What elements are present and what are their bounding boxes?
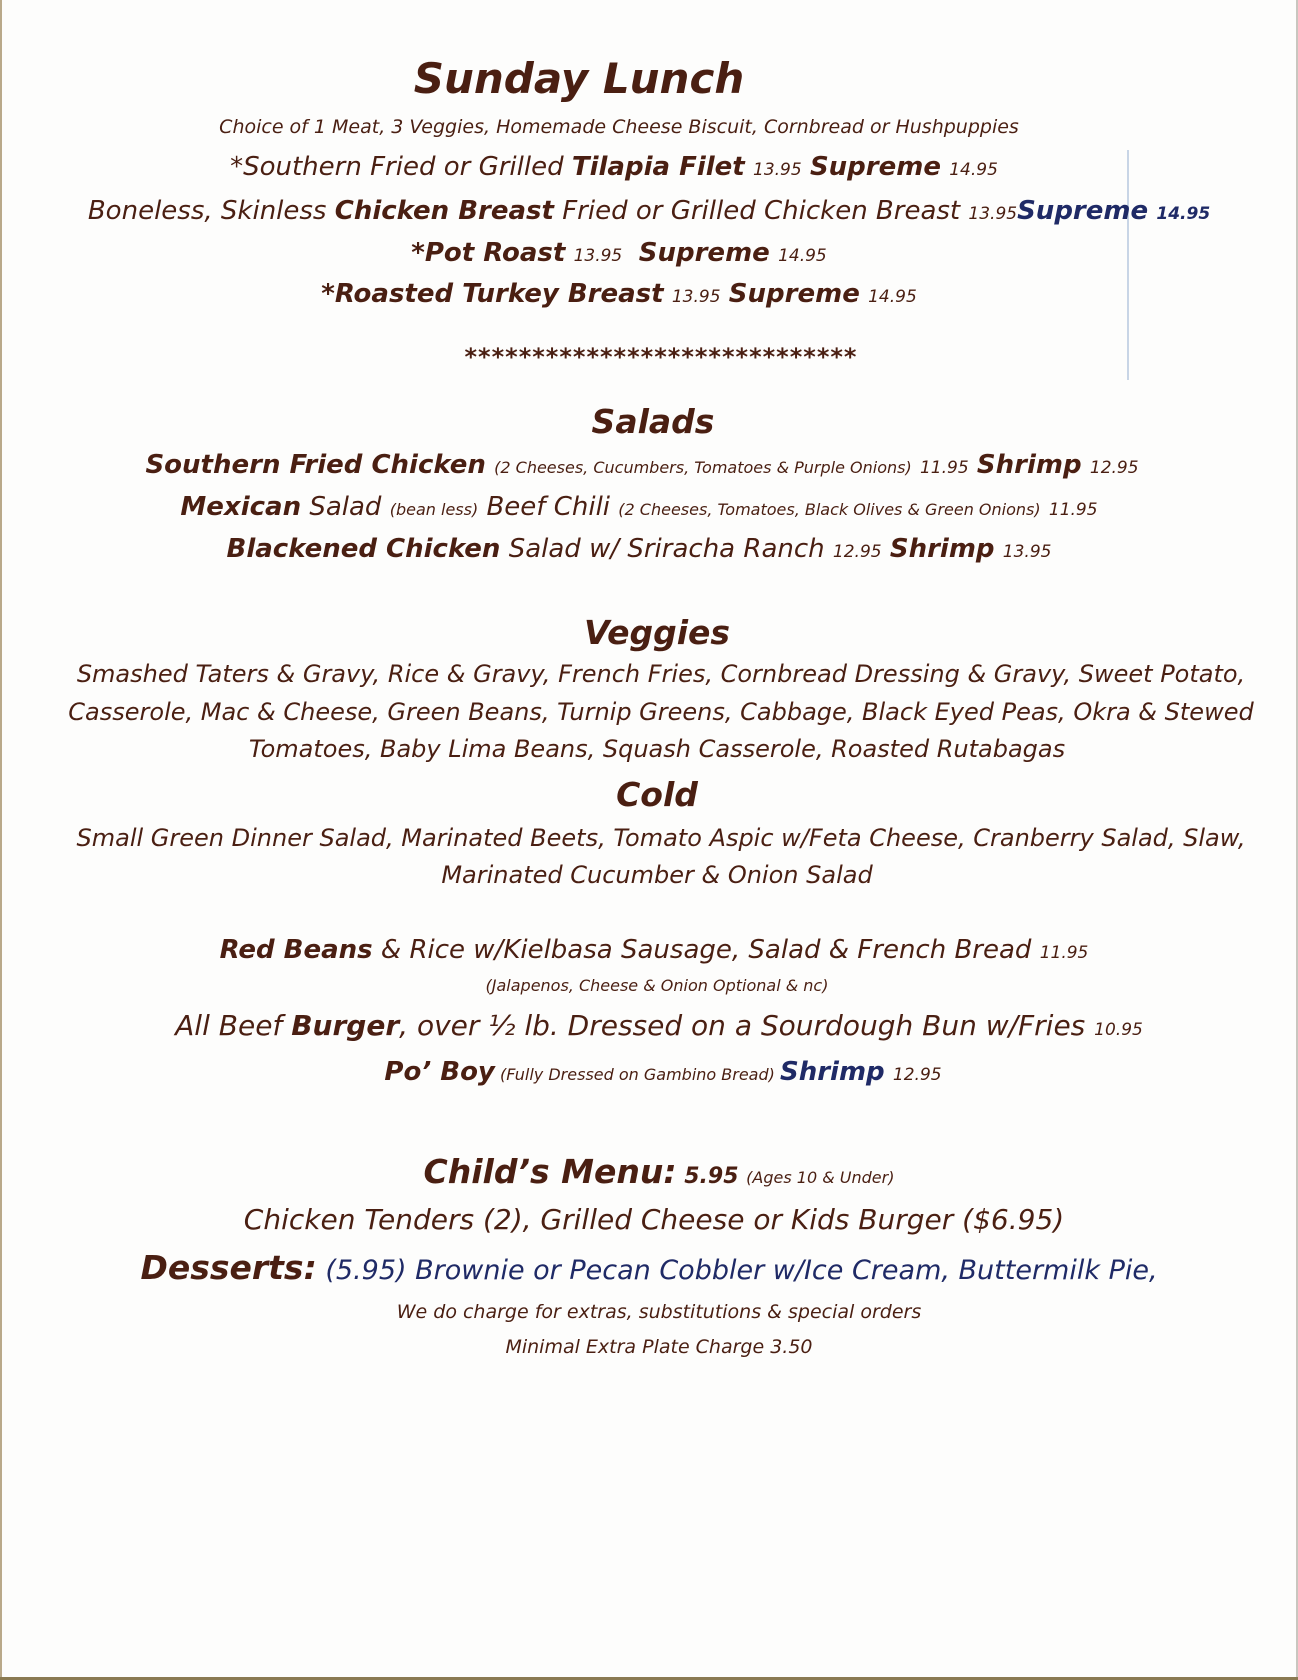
red-beans-note: (Jalapenos, Cheese & Onion Optional & nc)	[485, 976, 829, 995]
cold-line-2: Marinated Cucumber & Onion Salad	[441, 861, 873, 889]
veggies-line-1: Smashed Taters & Gravy, Rice & Gravy, French Fries, Cornbread Dressing & Gravy, Sweet Potato,	[76, 660, 1246, 688]
salad-blackened-chicken: Blackened Chicken Salad w/ Sriracha Ranch 12.95 Shrimp 13.95	[226, 534, 1052, 564]
menu-item-turkey: *Roasted Turkey Breast 13.95 Supreme 14.95	[321, 279, 917, 309]
menu-item-tilapia: *Southern Fried or Grilled Tilapia Filet 13.95 Supreme 14.95	[230, 152, 998, 182]
menu-item-chicken-breast: Boneless, Skinless Chicken Breast Fried or Grilled Chicken Breast 13.95Supreme 14.95	[87, 196, 1211, 226]
salads-heading: Salads	[591, 402, 715, 441]
section-divider: *****************************	[464, 343, 858, 371]
veggies-line-2: Casserole, Mac & Cheese, Green Beans, Turnip Greens, Cabbage, Black Eyed Peas, Okra & Stewed	[68, 698, 1254, 726]
menu-item-po-boy: Po’ Boy (Fully Dressed on Gambino Bread) Shrimp 12.95	[384, 1057, 942, 1087]
extras-charge-note: We do charge for extras, substitutions & special orders	[396, 1301, 922, 1323]
salad-fried-chicken: Southern Fried Chicken (2 Cheeses, Cucumbers, Tomatoes & Purple Onions) 11.95 Shrimp 12.95	[145, 450, 1139, 480]
extra-plate-charge-note: Minimal Extra Plate Charge 3.50	[505, 1336, 813, 1358]
page-title: Sunday Lunch	[413, 54, 745, 103]
veggies-line-3: Tomatoes, Baby Lima Beans, Squash Casserole, Roasted Rutabagas	[248, 735, 1066, 763]
childs-menu-heading: Child’s Menu: 5.95 (Ages 10 & Under)	[423, 1152, 895, 1191]
menu-subtitle: Choice of 1 Meat, 3 Veggies, Homemade Cheese Biscuit, Cornbread or Hushpuppies	[219, 116, 1019, 138]
veggies-heading: Veggies	[583, 613, 731, 652]
menu-item-pot-roast: *Pot Roast 13.95 Supreme 14.95	[411, 238, 827, 268]
cold-heading: Cold	[616, 775, 698, 814]
salad-mexican: Mexican Salad (bean less) Beef Chili (2 Cheeses, Tomatoes, Black Olives & Green Onions) 11.95	[180, 492, 1098, 522]
childs-menu-items: Chicken Tenders (2), Grilled Cheese or Kids Burger ($6.95)	[243, 1203, 1065, 1236]
menu-item-burger: All Beef Burger, over ½ lb. Dressed on a Sourdough Bun w/Fries 10.95	[175, 1009, 1143, 1042]
desserts-line: Desserts: (5.95) Brownie or Pecan Cobbler w/Ice Cream, Buttermilk Pie,	[140, 1248, 1158, 1287]
menu-item-red-beans: Red Beans & Rice w/Kielbasa Sausage, Salad & French Bread 11.95	[219, 935, 1089, 965]
cold-line-1: Small Green Dinner Salad, Marinated Beets, Tomato Aspic w/Feta Cheese, Cranberry Salad, Slaw,	[76, 824, 1246, 852]
